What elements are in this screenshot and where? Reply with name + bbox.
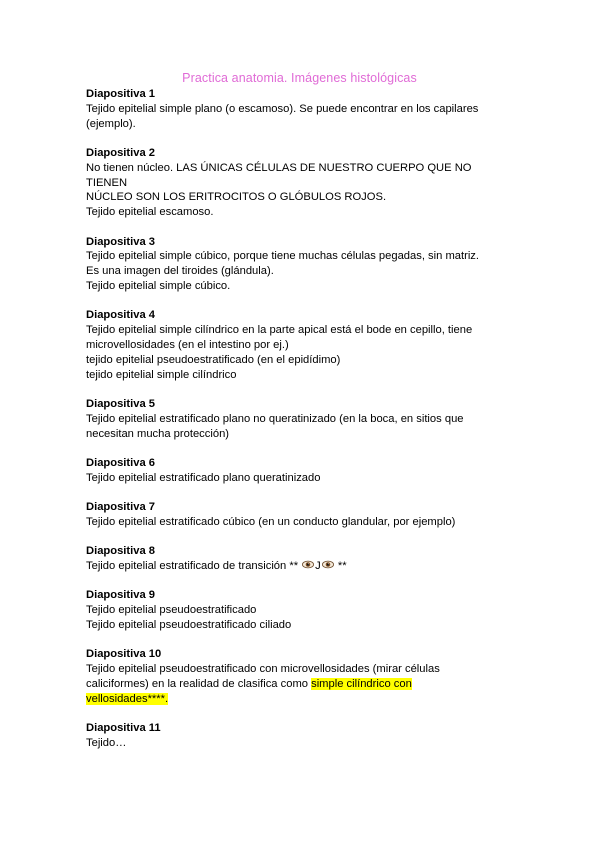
document-title: Practica anatomia. Imágenes histológicas <box>182 71 417 85</box>
body-line: Tejido epitelial simple cilíndrico en la parte apical está el bode en cepillo, tiene <box>86 324 473 337</box>
body-line: Tejido epitelial estratificado plano queratinizado <box>86 471 321 484</box>
section-heading: Diapositiva 9 <box>86 589 156 602</box>
body-line: Tejido epitelial estratificado plano no queratinizado (en la boca, en sitios que <box>86 412 464 425</box>
body-line: No tienen núcleo. LAS ÚNICAS CÉLULAS DE NUESTRO CUERPO QUE NO TIENEN <box>86 161 472 189</box>
body-line: Tejido epitelial pseudoestratificado <box>86 604 257 617</box>
body-line <box>86 692 506 707</box>
body-line: Tejido epitelial estratificado cúbico (en un conducto glandular, por ejemplo) <box>86 515 456 528</box>
body-text: ** <box>334 560 347 573</box>
section-heading: Diapositiva 8 <box>86 545 156 558</box>
section-diapositiva-3 <box>86 235 506 294</box>
body-line: tejido epitelial simple cilíndrico <box>86 368 237 381</box>
body-line: Tejido epitelial pseudoestratificado con microvellosidades (mirar células <box>86 663 440 676</box>
section-heading: Diapositiva 5 <box>86 397 156 410</box>
body-line <box>86 677 506 692</box>
section-heading: Diapositiva 7 <box>86 501 156 514</box>
section-heading: Diapositiva 10 <box>86 648 162 661</box>
section-diapositiva-11 <box>86 721 506 751</box>
body-line: Tejido epitelial escamoso. <box>86 206 214 219</box>
body-line: Es una imagen del tiroides (glándula). <box>86 265 274 278</box>
section-diapositiva-2 <box>86 146 506 220</box>
body-text: Tejido epitelial estratificado de transición ** <box>86 560 302 573</box>
body-line: Tejido… <box>86 737 127 750</box>
section-diapositiva-10 <box>86 647 506 706</box>
section-heading: Diapositiva 1 <box>86 88 156 100</box>
body-line <box>86 559 506 574</box>
document-body <box>86 87 506 765</box>
eye-icon <box>322 559 334 570</box>
eye-icon <box>302 559 314 570</box>
body-line: (ejemplo). <box>86 117 136 130</box>
body-line: Tejido epitelial simple cúbico, porque tiene muchas células pegadas, sin matriz. <box>86 250 480 263</box>
section-diapositiva-1 <box>86 87 506 131</box>
section-diapositiva-9 <box>86 588 506 632</box>
highlighted-text: vellosidades****. <box>86 692 169 705</box>
highlighted-text: simple cilíndrico con <box>311 678 412 691</box>
section-diapositiva-4 <box>86 308 506 382</box>
body-line: Tejido epitelial simple plano (o escamoso). Se puede encontrar en los capilares <box>86 102 479 115</box>
body-text: caliciformes) en la realidad de clasifica como <box>86 678 312 691</box>
body-text: J <box>315 560 321 573</box>
body-line: Tejido epitelial simple cúbico. <box>86 279 231 292</box>
body-line: necesitan mucha protección) <box>86 427 230 440</box>
body-line: microvellosidades (en el intestino por ej.) <box>86 338 289 351</box>
section-diapositiva-8 <box>86 544 506 574</box>
section-heading: Diapositiva 3 <box>86 235 156 248</box>
body-line: NÚCLEO SON LOS ERITROCITOS O GLÓBULOS ROJOS. <box>86 191 387 204</box>
section-heading: Diapositiva 2 <box>86 146 156 159</box>
section-diapositiva-5 <box>86 397 506 441</box>
section-diapositiva-7 <box>86 500 506 530</box>
section-heading: Diapositiva 6 <box>86 456 156 469</box>
body-line: tejido epitelial pseudoestratificado (en el epidídimo) <box>86 353 341 366</box>
section-heading: Diapositiva 11 <box>86 722 161 735</box>
body-line: Tejido epitelial pseudoestratificado ciliado <box>86 619 292 632</box>
section-diapositiva-6 <box>86 456 506 486</box>
section-heading: Diapositiva 4 <box>86 309 156 322</box>
